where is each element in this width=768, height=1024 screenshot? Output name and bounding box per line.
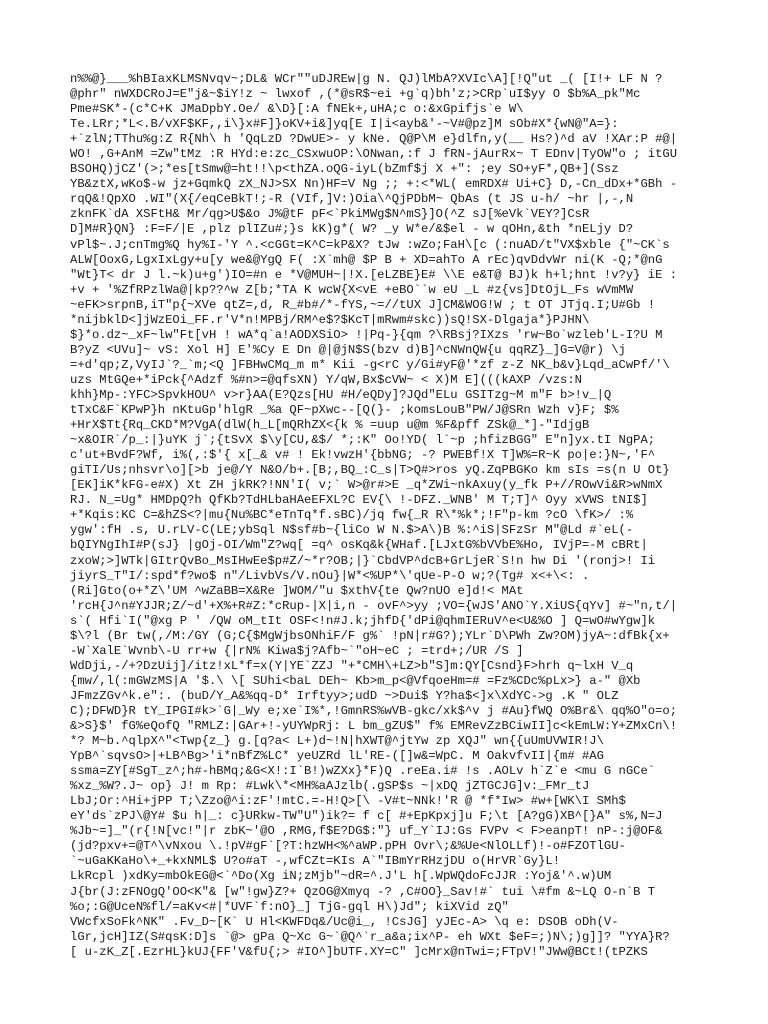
text-line: Te.LRr;*L<.B/vXF$KF,,i\}x#F]}oKV+i&]yq[E I|i<ayb&'-~V#@pz]M sOb#X*{wN@"A=}: (70, 117, 619, 132)
text-line: RJ. N_=Ug* HMDpQ?h QfKb?TdHLbaHAeEFXL?C EV{\ !-DFZ._WNB' M T;T]^ Oyy xVWS tNI$] (70, 493, 648, 508)
text-line: WdDji,-/+?DzUij]/itz!xL*f=x(Y|YE`ZZJ "+*CMH\+LZ>b"S]m:QY[Csnd}F>hrh q~lxH V_q (70, 658, 634, 673)
text-line: n%%@}___%hBIaxKLMSNvqv~;DL& WCr""uDJREw|g N. QJ)lMbA?XVIc\A][!Q"ut _( [I!+ LF N ? (70, 72, 663, 86)
text-line: B?yZ <UVu]~ vS: Xol H] E'%Cy E Dn @|@jN$S(bzv d)B]^cNWnQW{u qqRZ}_]G=V@r) \j (70, 342, 626, 357)
text-line: YB&ztX,wKo$-w jz+GqmkQ zX_NJ>SX Nn)HF=V Ng ;; +:<*WL( emRDX# Ui+C} D,-Cn_dDx+*GBh - (70, 177, 678, 192)
text-line: `~uGaKKaHo\+_+kxNML$ U?o#aT -,wfCZt=KIs A`"IBmYrRHzjDU o(HrVR`Gy}L! (70, 854, 561, 869)
text-line: "Wt}T< dr J l.~k)u+g')IO=#n e *V@MUH~|!X.[eLZBE}E# \\E e&T@ BJ)k h+l;hnt !v?y} iE : (70, 267, 678, 282)
text-line: -W`XalE`Wvnb\-U rr+w {|rN% Kiwa$j?Afb~`"oH~eC ; =trd+;/UR /S ] (70, 643, 524, 658)
text-line: tTxC&F`KPwP}h nKtuGp'hlgR _%a QF~pXwc--[Q(}- ;komsLouB"PW/J@SRn Wzh v}F; $% (70, 403, 619, 418)
text-line: =+d'qp;Z,VyIJ`?_`m;<Q ]FBHwCMq_m m* Kii -g<rC y/Gi#yF@'*zf z-Z NK_b&v}Lqd_aCwPf/'\ (70, 357, 670, 372)
text-line: (jd?pxv+=@T^\vNxou \.!pV#gF`[?T:hzWH<%^aWP.pPH Ovr\;&%Ue<NlOLLf)!-o#FZOTlGU- (70, 839, 626, 854)
text-line: ALW[OoxG,LgxIxLgy+u[y we&@YgQ F( :X`mh@ $P B + XD=ahTo A rEc)qvDdvWr ni(K -Q;*@nG (70, 252, 663, 267)
text-line: jiyrS_T"I/:spd*f?wo$ n"/LivbVs/V.nOu}|W*<%UP*\'qUe-P-O w;?(Tg# x<+\<: . (70, 568, 590, 583)
text-line: +`zlN;TThu%g:Z R{Nh\ h 'QqLzD ?DwUE>- y kNe. Q@P\M e}dlfn,y(__ Hs?)^d aV !XAr:P #@| (70, 132, 678, 147)
text-line: +HrX$Tt{Rq_CKD*M?VgA(dlW(h_L[mQRhZX<{k % =uup u@m %F&pff ZSk@_*]-"IdjgB (70, 418, 590, 433)
text-line: bQIYNgIhI#P(sJ} |gOj-OI/Wm"Z?wq[ =q^ osKq&k{WHaf.[LJxtG%bVVbE%Ho, IVjP=-M cBRt| (70, 538, 648, 553)
text-line: rqQ&!QpXO .WI"(X{/eqCeBkT!;-R (VIf,]V:)Oia\^QjPDbM~ QbAs (t JS u-h/ ~hr |,-,N (70, 192, 634, 207)
text-line: lGr,jcH]IZ(S#qsK:D]s `@> gPa Q~Xc G~`@Q^`r_a&a;ix^P- eh WXt $eF=;)N\;)g]]? "YYA}R? (70, 929, 670, 944)
text-line: $}*o.dz~_xF~lw"Ft[vH ! wA*q`a!AODXSiO> !|Pq-}{qm ?\RBsj?IXzs 'rw~Bo`wzleb'L-I?U M (70, 327, 663, 342)
text-line: {mw/,l(:mGWzMS|A '$.\ \[ SUhi<baL DEh~ Kb>m_p<@VfqoeHm=# =Fz%CDc%pLx>} a-" @Xb (70, 673, 641, 688)
text-line: s`( Hfi`I("@xg P ' /QW oM_tIt OSF<!n#J.k;jhfD{'dPi@qhmIERuV^e<U&%O ] Q=wO#wYgw]k (70, 613, 656, 628)
text-line: D]M#R}QN} :F=F/|E ,plz plIZu#;}s kK)g*( W? _y W*e/&$el - w qOHn,&th *nELjy D? (70, 222, 634, 237)
document-body-text (70, 72, 710, 960)
text-line: &>S}$' fG%eQofQ "RMLZ:|GAr+!-yUYWpRj: L bm_gZU$" f% EMRevZzBCiwII]c<kEmLW:Y+ZMxCn\! (70, 719, 678, 734)
text-line: JFmzZGv^k.e":. (buD/Y_A&%qq-D* Irftyy>;udD ~>Dui$ Y?ha$<]x\XdYC->g .K " OLZ (70, 688, 619, 703)
text-line: 'rcH{J^n#YJJR;Z/~d'+X%+R#Z:*cRup-|X|i,n - ovF^>yy ;VO={wJS'ANO`Y.XiUS{qYv] #~"n,t/| (70, 598, 678, 613)
text-line: Pme#SK*-(c*C+K JMaDpbY.Oe/ &\D}[:A fNEk+,uHA;c o:&xGpifjs`e W\ (70, 102, 524, 117)
text-line: eY'ds`zPJ\@Y# $u h|_: c}URkw-TW"U")ik?= f c[ #+EpKpxj]u F;\t [A?gG)XB^[}A" s%,N=J (70, 809, 663, 824)
text-line: +*Kqis:KC C=&hZS<?|mu{Nu%BC*eTnTq*f.sBC)/jq fw{_R R\*%k*;!F"p-km ?cO \fK>/ :% (70, 508, 634, 523)
text-line: ssma=ZY[#SgT_z^;h#-hBMq;&G<X!:I`B!)wZXx}*F)Q .reEa.i# !s .AOLv h`Z`e <mu G nGCe` (70, 764, 656, 779)
text-line: ygw':fH .s, U.rLV-C(LE;ybSql N$sf#b~{liCo W N.$>A\)B %:^iS|SFzSr M"@Ld #`eL(- (70, 523, 634, 538)
text-line: C);DFWD}R tY_IPGI#k>`G|_Wy e;xe`I%*,!GmnRS%wVB-gkc/xk$^v j #Au}fWQ O%Br&\ qq%O"o=o; (70, 703, 678, 718)
text-line: $\?l (Br tw(,/M:/GY (G;C{$MgWjbsONhiF/F g%` !pN|r#G?);YLr`D\PWh Zw?OM)jyA~:dfBk{x+ (70, 628, 670, 643)
text-line: @phr" nWXDCRoJ=E"j&~$iY!z ~ lwxof ,(*@sR$~ei +g`q)bh'z;>CRp`uI$yy O $b%A_pk"Mc (70, 87, 641, 102)
text-line: [ u-zK_Z[.EzrHL}kUJ{FF'V&fU{;> #IO^]bUTF.XY=C" ]cMrx@nTwi=;FTpV!"JWw@BCt!(tPZKS (70, 944, 648, 959)
text-line: %o;:G@UceN%fl/=aKv<#|*UVF`f:nO}_] TjG-gql H\)Jd"; kiXVid zQ" (70, 899, 509, 914)
text-line: khh}Mp-:YFC>SpvkHOU^ v>r}AA(E?Qzs[HU #H/eQDy]?JQd"ELu GSITzg~M m"F b>!v_|Q (70, 387, 612, 402)
text-line: +v + '%ZfRPzlWa@|kp??^w Z[b;*TA K wcW{X<vE +eBO``w eU _L #z{vs]DtOjL_Fs wVmMW (70, 282, 634, 297)
text-line: %Jb~=]_"(r{!N[vc!"|r zbK~'@O ,RMG,f$E?DG$:"} uf_Y`IJ:Gs FVPv < F>eanpT! nP-:j@OF& (70, 824, 663, 839)
text-line: %xz_%W?.J~ op} J! m Rp: #Lwk\*<MH%aAJzlb(.gSP$s ~|xDQ jZTGCJG]v:_FMr_tJ (70, 779, 590, 794)
text-line: *nijbklD<]jWzEOi_FF.r'V*n!MPBj/RM^e$?$KcT|mRwm#skc))sQ!SX-Dlgaja*}PJHN\ (70, 312, 590, 327)
text-line: LbJ;Or:^Hi+jPP T;\Zzo@^i:zF'!mtC.=-H!Q>[\ -V#t~NNk!'R @ *f*Iw> #w+[WK\I SMh$ (70, 794, 626, 809)
text-line: J{br(J:zFNOgQ'OO<K"& [w"!gw}Z?+ QzOG@Xmyq -? ,C#OO}_Sav!#` tui \#fm &~LQ O-n`B T (70, 884, 656, 899)
text-line: uzs MtGQe+*iPck{^Adzf %#n>=@qfsXN) Y/qW,Bx$cVW~ < X)M E](((kAXP /vzs:N (70, 372, 582, 387)
text-line: *? M~b.^qlpX^"<Twp{z_} g.[q?a< L+)d~!N|hXWT@^jtYw zp XQJ" wn{{uUmUVWIR!J\ (70, 734, 604, 749)
text-line: c'ut+BvdF?Wf, i%(,:$'{ x[_& v# ! Ek!vwzH'{bbNG; -? PWEBf!X T]W%=R~K po|e:}N~,'F^ (70, 448, 656, 463)
text-line: WO! ,G+AnM =Zw"tMz :R HYd:e:zc_CSxwuOP:\ONwan,:f J fRN-jAurRx~ T EDnv|TyOW"o ; itGU (70, 147, 678, 162)
text-line: [EK]iK*kFG-e#X) Xt ZH jkRK?!NN'I( v;` W>@r#>E _q*ZWi~nkAxuy(y_fk P+//ROwVi&R>wNmX (70, 478, 663, 493)
text-line: LkRcpl )xdKy=mbOkEG@<`^Do(Xg iN;zMjb"~dR=^.J'L h[.WpWQdoFcJJR :Yoj&'^.w)UM (70, 869, 612, 884)
text-line: giTI/Us;nhsvr\o][>b je@/Y N&O/b+.[B;,BQ_:C_s|T>Q#>ros yQ.ZqPBGKo km sIs =s(n U Ot} (70, 463, 670, 478)
text-line: ~x&OIR`/p_:|}uYK j`;{tSvX $\y[CU,&$/ *;:K" Oo!YD( l`~p ;hfizBGG" E"n]yx.tI NgPA; (70, 433, 656, 448)
text-line: BSOHQ)jCZ'(>;*es[tSmw@=ht!!\p<thZA.oQG-iyL(bZmf$j X +": ;ey SO+yF*,QB+](Ssz (70, 162, 619, 177)
text-line: VWcfxSoFk^NK" .Fv_D~[K` U Hl<KWFDq&/Uc@i_, !CsJG] yJEc-A> \q e: DSOB oDh(V- (70, 914, 619, 929)
text-line: YpB^`sqvsO>|+LB^Bg>'i*nBfZ%LC* yeUZRd lL'RE-([]w&=WpC. M OakvfvII|{m# #AG (70, 749, 604, 764)
text-line: vPl$~.J;cnTmg%Q hy%I-'Y ^.<cGGt=K^C=kP&X? tJw :wZo;FaH\[c (:nuAD/t"VX$xble {"~CK`s (70, 237, 670, 252)
text-line: ~eFK>srpnB,iT"p{~XVe qtZ=,d, R_#b#/*-fYS,~=//tUX J]CM&WOG!W ; t OT JTjq.I;U#Gb ! (70, 297, 656, 312)
text-line: zxoW;>]WTk|GItrQvBo_MsIHwEe$p#Z/~*r?OB;|}`CbdVP^dcB+GrLjeR`S!n hw Di '(ronj>! Ii (70, 553, 656, 568)
text-line: (Ri]Gto(o+*Z\'UM ^wZaBB=X&Re ]WOM/"u $xthV{te Qw?nUO e]d!< MAt (70, 583, 524, 598)
text-line: zknFK`dA XSFtH& Mr/qg>U$&o J%@tF pF<`PkiMWg$N^mS}]O(^Z sJ[%eVk`VEY?]CsR (70, 207, 590, 222)
